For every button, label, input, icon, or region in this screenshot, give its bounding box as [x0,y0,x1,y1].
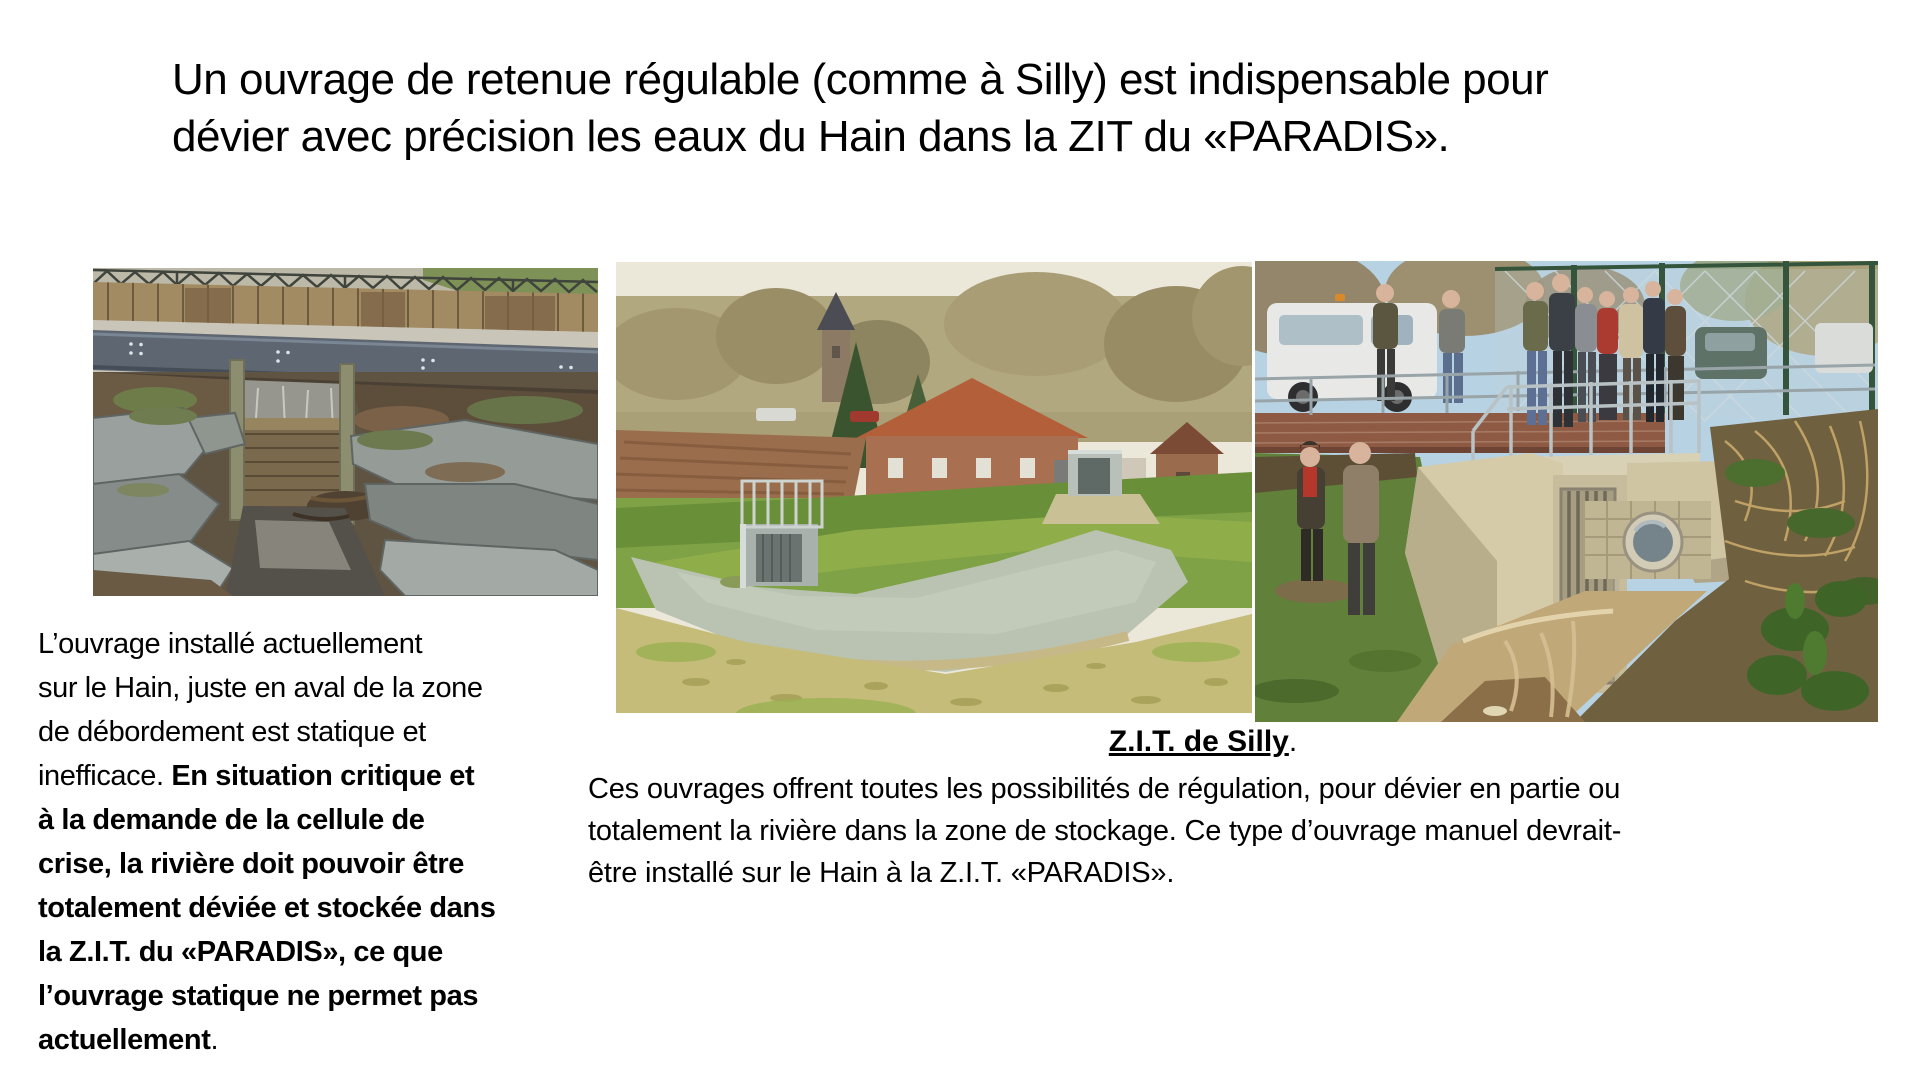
text-line: crise, la rivière doit pouvoir être [38,848,464,880]
text-line: à la demande de la cellule de [38,804,425,836]
text-line: totalement la rivière dans la zone de stockage. Ce type d’ouvrage manuel devrait- [588,815,1622,847]
zit-silly-basin-photo [616,262,1252,713]
outlet-pipe-wall [1585,501,1711,579]
text-line: la Z.I.T. du «PARADIS», ce que [38,936,443,968]
bottom-paragraph [588,768,1848,894]
caption-period: . [1288,725,1298,758]
left-paragraph [38,622,578,1062]
text-line: l’ouvrage statique ne permet pas [38,980,479,1012]
white-van [1267,294,1437,412]
text-line: Ces ouvrages offrent toutes les possibilités de régulation, pour dévier en partie ou [588,773,1621,805]
static-weir-photo [93,268,598,596]
static-weir-photo-graphic [93,268,598,596]
beacon [1335,294,1345,301]
photo-caption [588,724,1818,760]
slide-title [172,51,1548,165]
text-line: inefficace. En situation critique et [38,760,475,792]
caption-title: Z.I.T. de Silly [1108,725,1289,758]
text-line: L’ouvrage installé actuellement [38,628,423,660]
text-line: Un ouvrage de retenue régulable (comme à Silly) est indispensable pour [172,55,1549,105]
manual-gate-photo-graphic [1255,261,1878,722]
text-line: de débordement est statique et [38,716,426,748]
text-line: être installé sur le Hain à la Z.I.T. «PARADIS». [588,857,1175,889]
text-line: dévier avec précision les eaux du Hain dans la ZIT du «PARADIS». [172,112,1450,162]
zit-silly-basin-photo-graphic [616,262,1252,713]
text-line: sur le Hain, juste en aval de la zone [38,672,483,704]
text-line: actuellement. [38,1024,219,1056]
manual-gate-photo [1255,261,1878,722]
stone-blocks-right [351,420,598,596]
text-line: totalement déviée et stockée dans [38,892,496,924]
